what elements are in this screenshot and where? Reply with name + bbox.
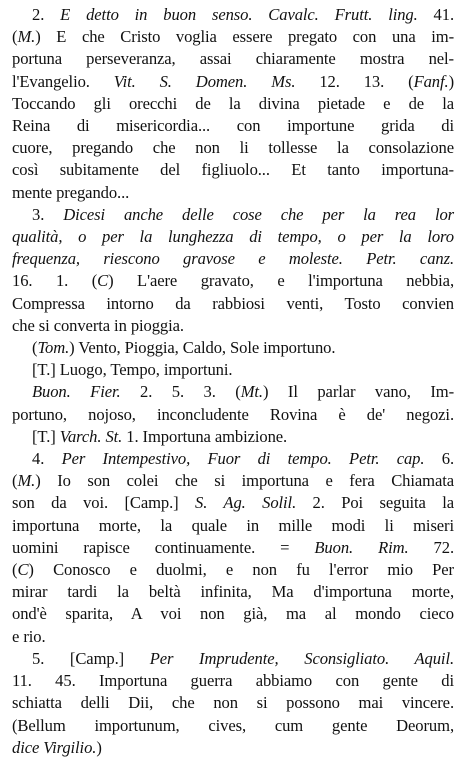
italic-segment: M. <box>17 27 36 47</box>
text-segment: uomini rapisce continuamente. = <box>12 537 315 557</box>
text-segment: Compressa intorno da rabbiosi venti, Tosto convien <box>12 293 454 313</box>
text-segment: che si converta in pioggia. <box>12 315 184 335</box>
text-segment: 2. 5. 3. ( <box>120 382 241 402</box>
text-segment: 5. [Camp.] <box>32 648 150 668</box>
text-line <box>12 159 454 181</box>
italic-segment: C <box>17 560 29 580</box>
text-segment: ) L'aere gravato, e l'importuna nebbia, <box>108 271 454 291</box>
text-segment: importuna morte, la quale in mille modi li miseri <box>12 515 454 535</box>
italic-segment: Tom. <box>37 338 70 358</box>
text-segment: [T.] Luogo, Tempo, importuni. <box>32 360 233 380</box>
text-line <box>12 204 454 226</box>
text-line <box>12 537 454 559</box>
text-segment: son da voi. [Camp.] <box>12 493 196 513</box>
text-segment: ) <box>448 71 454 91</box>
text-line <box>12 93 454 115</box>
text-line <box>12 692 454 714</box>
text-line <box>12 648 454 670</box>
text-line <box>12 603 454 625</box>
italic-segment: Buon. Rim. <box>314 537 409 557</box>
italic-segment: dice Virgilio. <box>12 737 97 757</box>
text-segment: Reina di misericordia... con importune grida di <box>12 116 454 136</box>
text-segment: portuna perseveranza, assai chiaramente mostra nel- <box>12 49 454 69</box>
text-line <box>12 470 454 492</box>
text-segment: mirar tardi la beltà infinita, Ma d'importuna morte, <box>12 582 454 602</box>
text-segment: 4. <box>32 449 62 469</box>
text-segment: ( <box>12 471 18 491</box>
text-segment: ) Conosco e duolmi, e non fu l'error mio Per <box>28 560 454 580</box>
text-segment: 2. Poi seguita la <box>296 493 455 513</box>
text-segment: 1. Importuna ambizione. <box>122 426 288 446</box>
text-segment: ) E che Cristo voglia essere pregato con una im- <box>35 27 454 47</box>
text-segment: mente pregando... <box>12 182 130 202</box>
text-line <box>12 559 454 581</box>
text-segment: schiatta delli Dii, che non si possono mai vincere. <box>12 693 454 713</box>
italic-segment: qualità, o per la lunghezza di tempo, o per la loro <box>12 227 454 247</box>
text-segment: così subitamente del figliuolo... Et tanto importuna- <box>12 160 454 180</box>
text-segment: 72. <box>408 537 454 557</box>
italic-segment: frequenza, riescono gravose e moleste. Petr. canz. <box>12 249 454 269</box>
text-line <box>12 337 454 359</box>
text-line <box>12 359 454 381</box>
text-segment: 41. <box>417 5 454 24</box>
text-line <box>12 426 454 448</box>
text-segment: 12. 13. ( <box>295 71 414 91</box>
text-segment: 16. 1. ( <box>12 271 98 291</box>
italic-segment: Varch. St. <box>59 426 123 446</box>
italic-segment: C <box>97 271 109 291</box>
text-line <box>12 182 454 204</box>
text-line <box>12 715 454 737</box>
text-line <box>12 492 454 514</box>
text-segment: 3. <box>32 204 64 224</box>
text-line <box>12 626 454 648</box>
italic-segment: Buon. Fier. <box>32 382 121 402</box>
text-line <box>12 293 454 315</box>
text-segment: ) <box>96 737 102 757</box>
text-line <box>12 404 454 426</box>
italic-segment: Vit. S. Domen. Ms. <box>113 71 296 91</box>
text-segment: 6. <box>424 449 454 469</box>
italic-segment: Per Imprudente, Sconsigliato. Aquil. <box>149 648 454 668</box>
italic-segment: Dicesi anche delle cose che per la rea lor <box>63 204 455 224</box>
text-segment: e rio. <box>12 626 46 646</box>
text-segment: 11. 45. Importuna guerra abbiamo con gente di <box>12 671 454 691</box>
text-line <box>12 270 454 292</box>
text-segment: ) Il parlar vano, Im- <box>263 382 454 402</box>
text-line <box>12 670 454 692</box>
text-segment: ( <box>32 338 38 358</box>
text-segment: (Bellum importunum, cives, cum gente Deorum, <box>12 715 454 735</box>
italic-segment: Fanf. <box>413 71 449 91</box>
text-line <box>12 137 454 159</box>
text-segment: ( <box>12 560 18 580</box>
text-line <box>12 737 454 759</box>
text-segment: ) Vento, Pioggia, Caldo, Sole importuno. <box>69 338 336 358</box>
text-segment: ond'è sparita, A voi non già, ma al mondo cieco <box>12 604 454 624</box>
text-line <box>12 71 454 93</box>
italic-segment: Mt. <box>240 382 263 402</box>
text-segment: 2. <box>32 5 61 24</box>
text-line <box>12 4 454 26</box>
text-segment: l'Evangelio. <box>12 71 114 91</box>
text-segment: ) Io son colei che si importuna e fera Chiamata <box>35 471 454 491</box>
text-line <box>12 515 454 537</box>
text-line <box>12 26 454 48</box>
italic-segment: M. <box>17 471 36 491</box>
text-segment: [T.] <box>32 426 60 446</box>
text-segment: ( <box>12 27 18 47</box>
italic-segment: S. Ag. Solil. <box>195 493 297 513</box>
text-line <box>12 48 454 70</box>
italic-segment: Per Intempestivo, Fuor di tempo. Petr. cap. <box>61 449 425 469</box>
text-line <box>12 381 454 403</box>
text-line <box>12 448 454 470</box>
text-line <box>12 581 454 603</box>
text-segment: cuore, pregando che non li tollesse la consolazione <box>12 138 454 158</box>
text-line <box>12 226 454 248</box>
text-line <box>12 315 454 337</box>
text-segment: portuno, nojoso, inconcludente Rovina è de' negozi. <box>12 404 454 424</box>
text-line <box>12 248 454 270</box>
text-line <box>12 115 454 137</box>
italic-segment: E detto in buon senso. Cavalc. Frutt. ling. <box>60 5 418 24</box>
text-segment: Toccando gli orecchi de la divina pietade e de la <box>12 93 454 113</box>
